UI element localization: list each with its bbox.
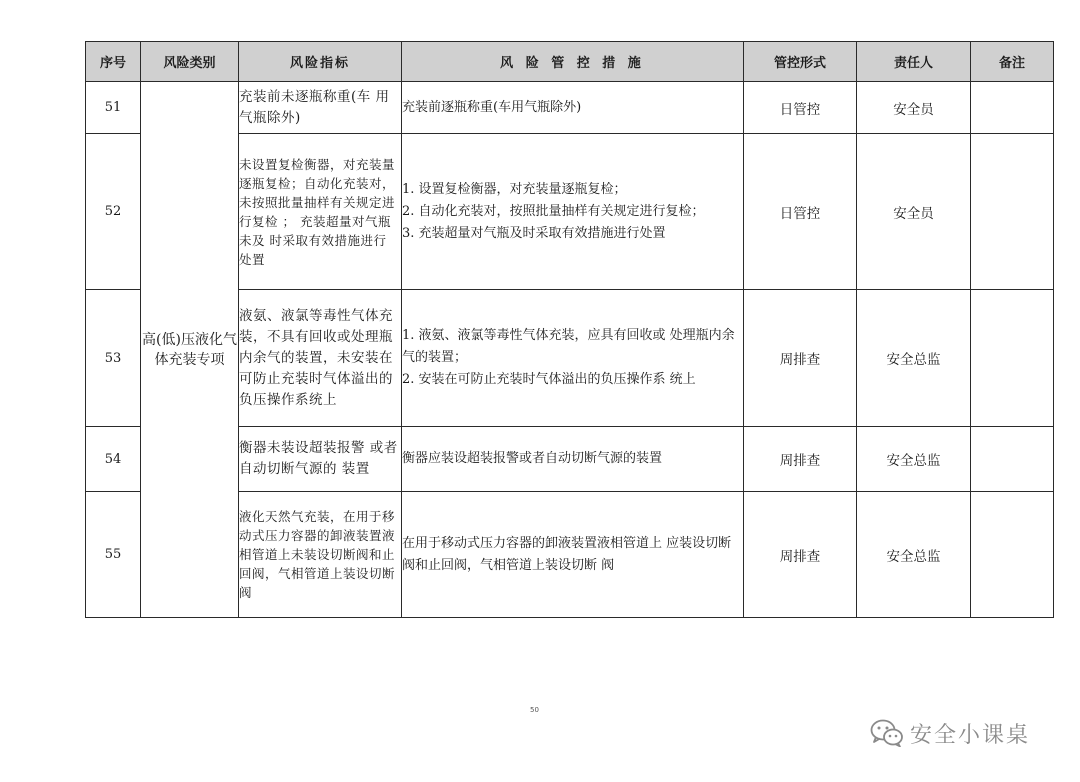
header-indicator: 风险指标 [239, 42, 402, 82]
responsible-person: 安全总监 [857, 427, 971, 492]
control-form: 周排查 [744, 492, 857, 618]
remarks [971, 134, 1054, 290]
measures-text: 充装前逐瓶称重(车用气瓶除外) [402, 99, 582, 115]
control-measures [402, 492, 744, 618]
row-number: 52 [86, 134, 141, 290]
control-form: 日管控 [744, 82, 857, 134]
table-header-row [86, 42, 1054, 82]
control-measures [402, 134, 744, 290]
control-form: 周排查 [744, 427, 857, 492]
wechat-icon [870, 719, 904, 747]
header-remarks: 备注 [971, 42, 1054, 82]
responsible-person: 安全员 [857, 134, 971, 290]
risk-indicator: 未设置复检衡器，对充装量逐瓶复检；自动化充装对，未按照批量抽样有关规定进行复检 ； 充装超量对气瓶未及 时采取有效措施进行 处置 [239, 134, 402, 290]
header-control-form: 管控形式 [744, 42, 857, 82]
header-seq: 序号 [86, 42, 141, 82]
header-category: 风险类别 [141, 42, 239, 82]
watermark [870, 718, 1030, 748]
measures-text: 在用于移动式压力容器的卸液装置液相管道上 应装设切断阀和止回阀，气相管道上装设切断 阀 [402, 535, 732, 573]
control-form: 周排查 [744, 290, 857, 427]
responsible-person: 安全总监 [857, 492, 971, 618]
row-number: 53 [86, 290, 141, 427]
header-responsible: 责任人 [857, 42, 971, 82]
remarks [971, 290, 1054, 427]
row-number: 55 [86, 492, 141, 618]
remarks [971, 82, 1054, 134]
control-form: 日管控 [744, 134, 857, 290]
control-measures [402, 290, 744, 427]
measures-text: 衡器应装设超装报警或者自动切断气源的装置 [402, 451, 663, 466]
row-number: 54 [86, 427, 141, 492]
remarks [971, 427, 1054, 492]
risk-indicator: 充装前未逐瓶称重(车 用气瓶除外) [239, 82, 402, 134]
control-measures [402, 82, 744, 134]
watermark-text: 安全小课桌 [910, 722, 1031, 748]
table-row [86, 82, 1054, 134]
risk-control-table [85, 41, 1054, 618]
risk-indicator: 液化天然气充装，在用于移动式压力容器的卸液装置液相管道上未装设切断阀和止回阀，气相管道上装设切断阀 [239, 492, 402, 618]
control-measures [402, 427, 744, 492]
risk-indicator: 液氨、液氯等毒性气体充装，不具有回收或处理瓶内余气的装置，未安装在可防止充装时气体溢出的负压操作系统上 [239, 290, 402, 427]
risk-indicator: 衡器未装设超装报警 或者自动切断气源的 装置 [239, 427, 402, 492]
remarks [971, 492, 1054, 618]
row-number: 51 [86, 82, 141, 134]
measures-text: 1. 设置复检衡器，对充装量逐瓶复检； 2. 自动化充装对，按照批量抽样有关规定进行复检； 3. 充装超量对气瓶及时采取有效措施进行处置 [402, 181, 705, 241]
responsible-person: 安全员 [857, 82, 971, 134]
risk-category: 高(低)压液化气体充装专项 [141, 82, 239, 618]
measures-text: 1. 液氨、液氯等毒性气体充装，应具有回收或 处理瓶内余气的装置； 2. 安装在可防止充装时气体溢出的负压操作系 统上 [402, 328, 735, 387]
page-number: 50 [530, 706, 539, 714]
header-measures: 风 险 管 控 措 施 [402, 42, 744, 82]
responsible-person: 安全总监 [857, 290, 971, 427]
